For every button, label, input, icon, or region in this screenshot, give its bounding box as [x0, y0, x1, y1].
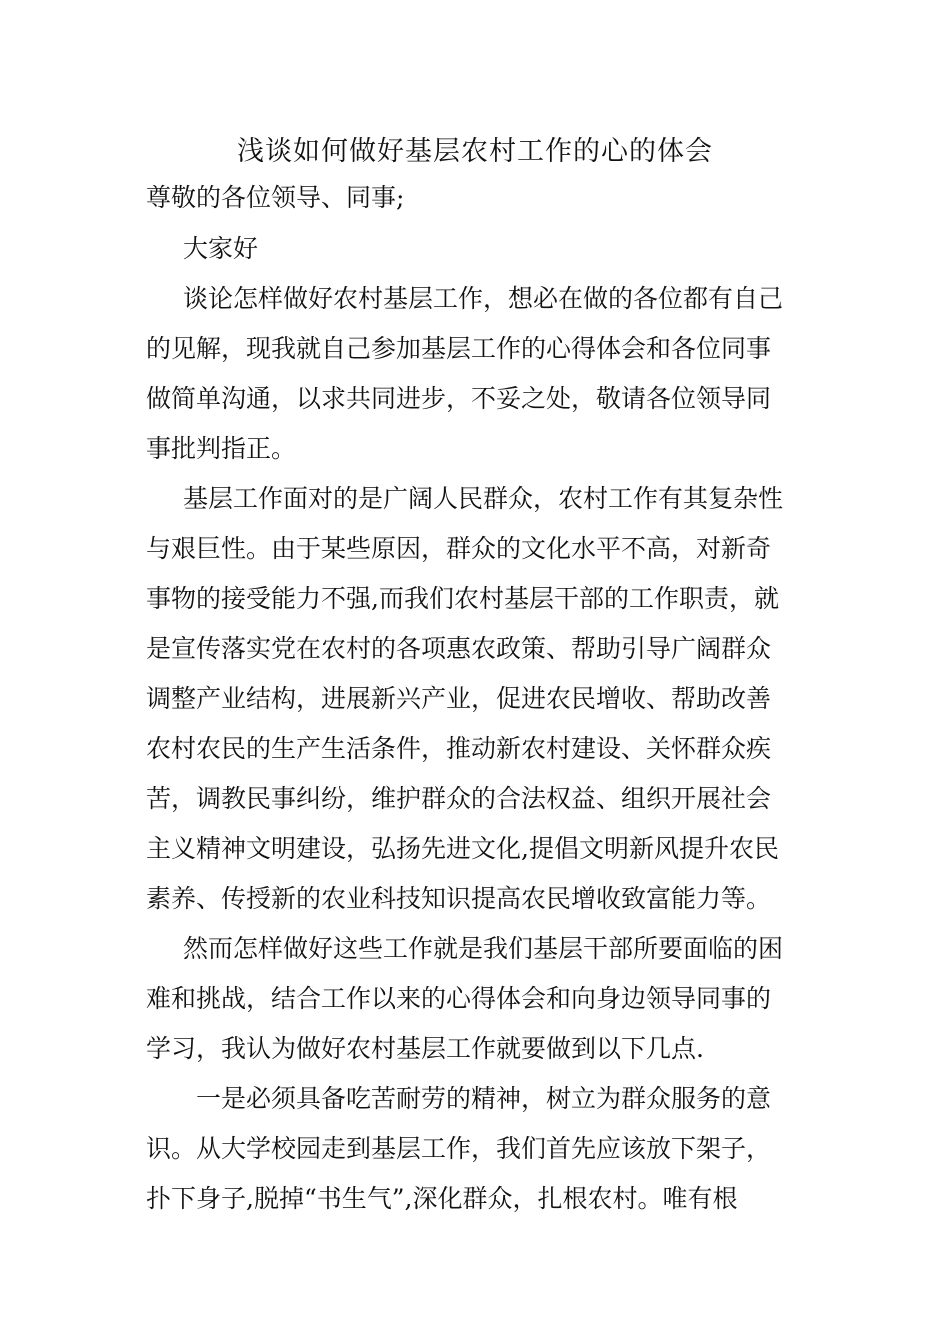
text-line: 一是必须具备吃苦耐劳的精神，树立为群众服务的意 — [196, 1084, 772, 1113]
text-line: 调整产业结构，进展新兴产业，促进农民增收、帮助改善 — [146, 684, 772, 713]
text-line: 素养、传授新的农业科技知识提高农民增收致富能力等。 — [146, 884, 772, 913]
text-line: 基层工作面对的是广阔人民群众，农村工作有其复杂性 — [183, 484, 784, 513]
text-line: 然而怎样做好这些工作就是我们基层干部所要面临的困 — [183, 934, 784, 963]
text-line: 与艰巨性。由于某些原因，群众的文化水平不高，对新奇 — [146, 534, 772, 563]
text-line: 难和挑战，结合工作以来的心得体会和向身边领导同事的 — [146, 984, 772, 1013]
text-line: 谈论怎样做好农村基层工作，想必在做的各位都有自己 — [183, 284, 784, 313]
text-line: 扑下身子,脱掉“书生气”,深化群众，扎根农村。唯有根 — [146, 1184, 738, 1213]
document-title: 浅谈如何做好基层农村工作的心的体会 — [237, 136, 713, 167]
text-line: 识。从大学校园走到基层工作，我们首先应该放下架子， — [146, 1134, 772, 1163]
text-line: 的见解，现我就自己参加基层工作的心得体会和各位同事 — [146, 334, 772, 363]
text-line: 大家好 — [183, 234, 259, 263]
text-line: 农村农民的生产生活条件，推动新农村建设、关怀群众疾 — [146, 734, 772, 763]
text-line: 事批判指正。 — [146, 434, 297, 463]
text-line: 学习，我认为做好农村基层工作就要做到以下几点. — [146, 1034, 704, 1063]
text-line: 做简单沟通，以求共同进步，不妥之处，敬请各位领导同 — [146, 384, 772, 413]
text-line: 尊敬的各位领导、同事; — [146, 183, 405, 212]
text-line: 苦，调教民事纠纷，维护群众的合法权益、组织开展社会 — [146, 784, 772, 813]
text-line: 事物的接受能力不强,而我们农村基层干部的工作职责，就 — [146, 584, 779, 613]
text-line: 是宣传落实党在农村的各项惠农政策、帮助引导广阔群众 — [146, 634, 772, 663]
text-line: 主义精神文明建设，弘扬先进文化,提倡文明新风提升农民 — [146, 834, 779, 863]
